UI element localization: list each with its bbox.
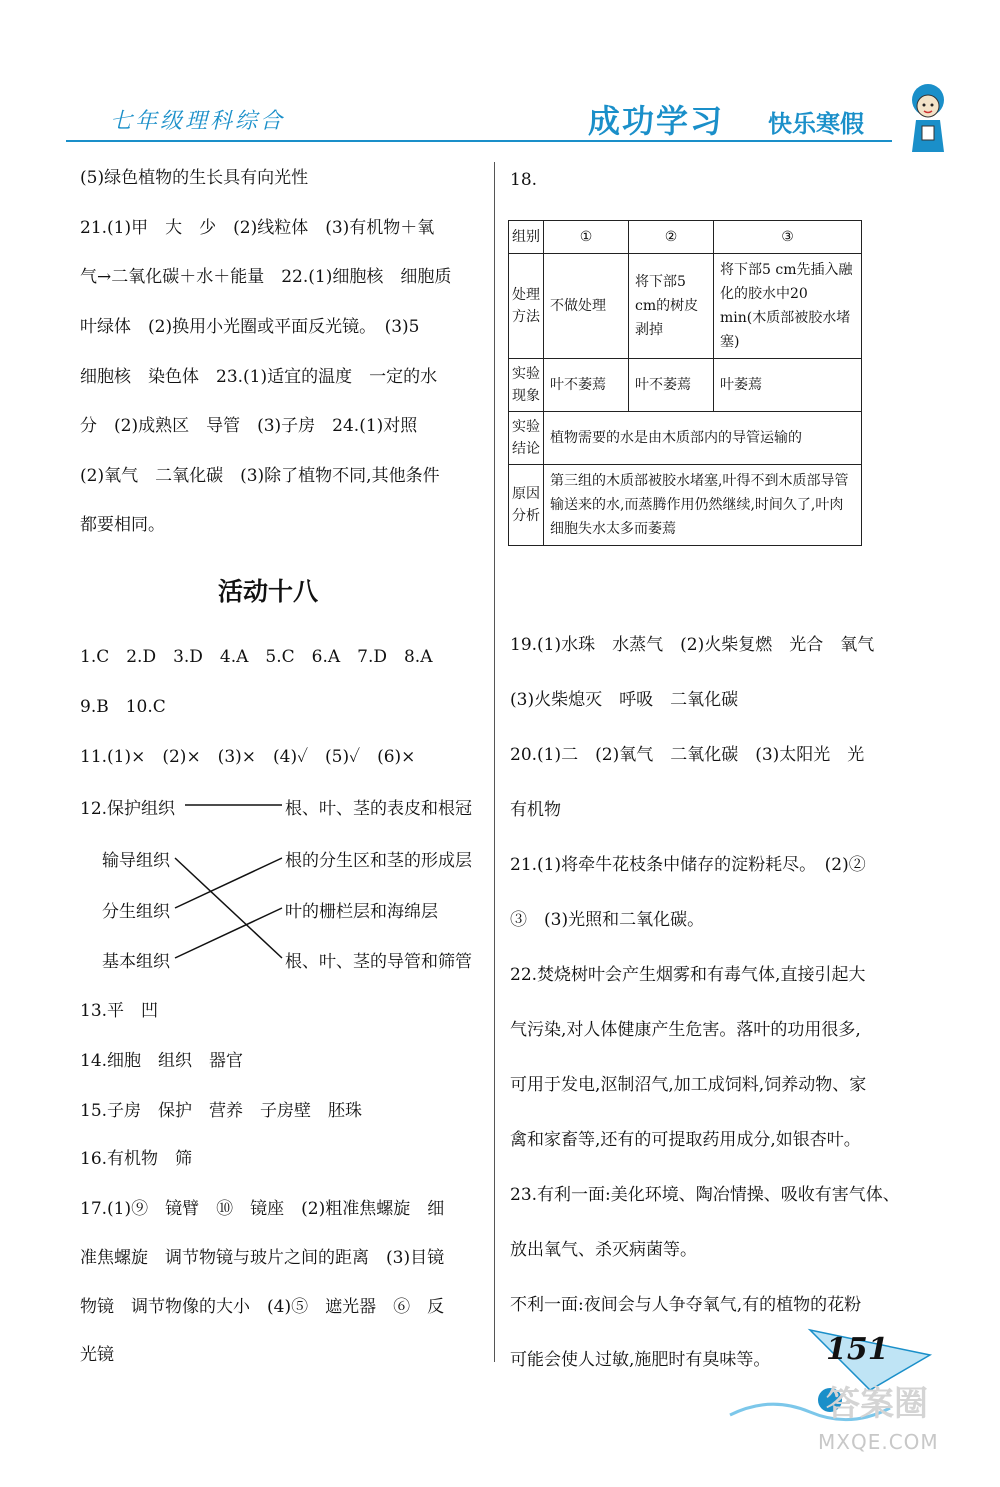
answer-line: 14.细胞 组织 器官 xyxy=(80,1051,244,1071)
answer-line: 不利一面:夜间会与人争夺氧气,有的植物的花粉 xyxy=(510,1295,862,1315)
answer-line: 13.平 凹 xyxy=(80,1001,159,1021)
table-cell: 叶不萎蔫 xyxy=(629,359,714,412)
table-header-cell: 实验结论 xyxy=(509,412,544,465)
answer-line: 准焦螺旋 调节物镜与玻片之间的距离 (3)目镜 xyxy=(80,1248,445,1268)
match-line-2 xyxy=(175,858,282,958)
table-cell: 第三组的木质部被胶水堵塞,叶得不到木质部导管输送来的水,而蒸腾作用仍然继续,时间久了,叶肉细胞失水太多而萎蔫 xyxy=(544,465,862,546)
table-cell: 植物需要的水是由木质部内的导管运输的 xyxy=(544,412,862,465)
page-number: 151 xyxy=(826,1332,889,1367)
match-left-2: 输导组织 xyxy=(102,851,170,871)
match-left-1: 12.保护组织 xyxy=(80,799,176,819)
match-line-3 xyxy=(175,858,282,908)
table-cell: 叶萎蔫 xyxy=(714,359,862,412)
match-right-1: 根、叶、茎的表皮和根冠 xyxy=(285,799,472,819)
answer-line: (3)火柴熄灭 呼吸 二氧化碳 xyxy=(510,690,739,710)
answer-line: (5)绿色植物的生长具有向光性 xyxy=(80,168,309,188)
table-row xyxy=(509,254,862,359)
answer-line: 可用于发电,沤制沼气,加工成饲料,饲养动物、家 xyxy=(510,1075,867,1095)
answer-line: 放出氧气、杀灭病菌等。 xyxy=(510,1240,697,1260)
answer-line: 1.C 2.D 3.D 4.A 5.C 6.A 7.D 8.A xyxy=(80,647,433,667)
table-row xyxy=(509,465,862,546)
match-left-3: 分生组织 xyxy=(102,902,170,922)
match-right-2: 根的分生区和茎的形成层 xyxy=(285,851,472,871)
match-right-4: 根、叶、茎的导管和筛管 xyxy=(285,952,472,972)
answer-line: 气污染,对人体健康产生危害。落叶的功用很多, xyxy=(510,1020,861,1040)
match-line-4 xyxy=(175,908,282,958)
table-row xyxy=(509,221,862,254)
answer-line: 气→二氧化碳＋水＋能量 22.(1)细胞核 细胞质 xyxy=(80,267,452,287)
table-cell: ② xyxy=(629,221,714,254)
answer-line: 19.(1)水珠 水蒸气 (2)火柴复燃 光合 氧气 xyxy=(510,635,875,655)
watermark-logo: 答案圈 xyxy=(826,1384,928,1424)
answer-line: 细胞核 染色体 23.(1)适宜的温度 一定的水 xyxy=(80,367,438,387)
header-subject: 七年级理科综合 xyxy=(110,109,286,134)
answer-line: 都要相同。 xyxy=(80,515,165,535)
answer-line: 物镜 调节物像的大小 (4)⑤ 遮光器 ⑥ 反 xyxy=(80,1297,445,1317)
answer-line: 可能会使人过敏,施肥时有臭味等。 xyxy=(510,1350,771,1370)
header-brand: 成功学习 xyxy=(588,102,725,140)
question-number: 18. xyxy=(510,170,538,190)
table-cell: ③ xyxy=(714,221,862,254)
table-cell: 叶不萎蔫 xyxy=(544,359,629,412)
answer-line: ③ (3)光照和二氧化碳。 xyxy=(510,910,705,930)
table-row xyxy=(509,359,862,412)
answer-line: 光镜 xyxy=(80,1345,114,1365)
table-cell: ① xyxy=(544,221,629,254)
watermark-text: MXQE.COM xyxy=(818,1430,939,1454)
answer-line: 11.(1)× (2)× (3)× (4)✓ (5)✓ (6)× xyxy=(80,747,416,767)
answer-line: 23.有利一面:美化环境、陶冶情操、吸收有害气体、 xyxy=(510,1185,900,1205)
answer-line: 分 (2)成熟区 导管 (3)子房 24.(1)对照 xyxy=(80,416,418,436)
table-cell: 不做处理 xyxy=(544,254,629,359)
experiment-table xyxy=(508,220,862,546)
table-header-cell: 原因分析 xyxy=(509,465,544,546)
table-header-cell: 实验现象 xyxy=(509,359,544,412)
answer-line: 有机物 xyxy=(510,800,561,820)
match-right-3: 叶的栅栏层和海绵层 xyxy=(285,902,438,922)
table-header-cell: 处理方法 xyxy=(509,254,544,359)
answer-line: 叶绿体 (2)换用小光圈或平面反光镜。 (3)5 xyxy=(80,317,420,337)
header-slogan: 快乐寒假 xyxy=(768,110,864,138)
mascot-icon xyxy=(898,78,958,158)
answer-line: 15.子房 保护 营养 子房壁 胚珠 xyxy=(80,1101,363,1121)
table-header-cell: 组别 xyxy=(509,221,544,254)
answer-line: 22.焚烧树叶会产生烟雾和有毒气体,直接引起大 xyxy=(510,965,866,985)
section-title: 活动十八 xyxy=(218,577,319,606)
table-cell: 将下部5 cm先插入融化的胶水中20 min(木质部被胶水堵塞) xyxy=(714,254,862,359)
answer-line: (2)氧气 二氧化碳 (3)除了植物不同,其他条件 xyxy=(80,466,440,486)
answer-line: 17.(1)⑨ 镜臂 ⑩ 镜座 (2)粗准焦螺旋 细 xyxy=(80,1199,445,1219)
answer-line: 20.(1)二 (2)氧气 二氧化碳 (3)太阳光 光 xyxy=(510,745,865,765)
match-left-4: 基本组织 xyxy=(102,952,170,972)
table-row xyxy=(509,412,862,465)
answer-line: 禽和家畜等,还有的可提取药用成分,如银杏叶。 xyxy=(510,1130,861,1150)
answer-line: 9.B 10.C xyxy=(80,697,166,717)
table-cell: 将下部5 cm的树皮剥掉 xyxy=(629,254,714,359)
matching-lines xyxy=(0,0,500,1000)
answer-line: 16.有机物 筛 xyxy=(80,1149,193,1169)
answer-line: 21.(1)甲 大 少 (2)线粒体 (3)有机物＋氧 xyxy=(80,218,435,238)
answer-line: 21.(1)将牵牛花枝条中储存的淀粉耗尽。 (2)② xyxy=(510,855,866,875)
